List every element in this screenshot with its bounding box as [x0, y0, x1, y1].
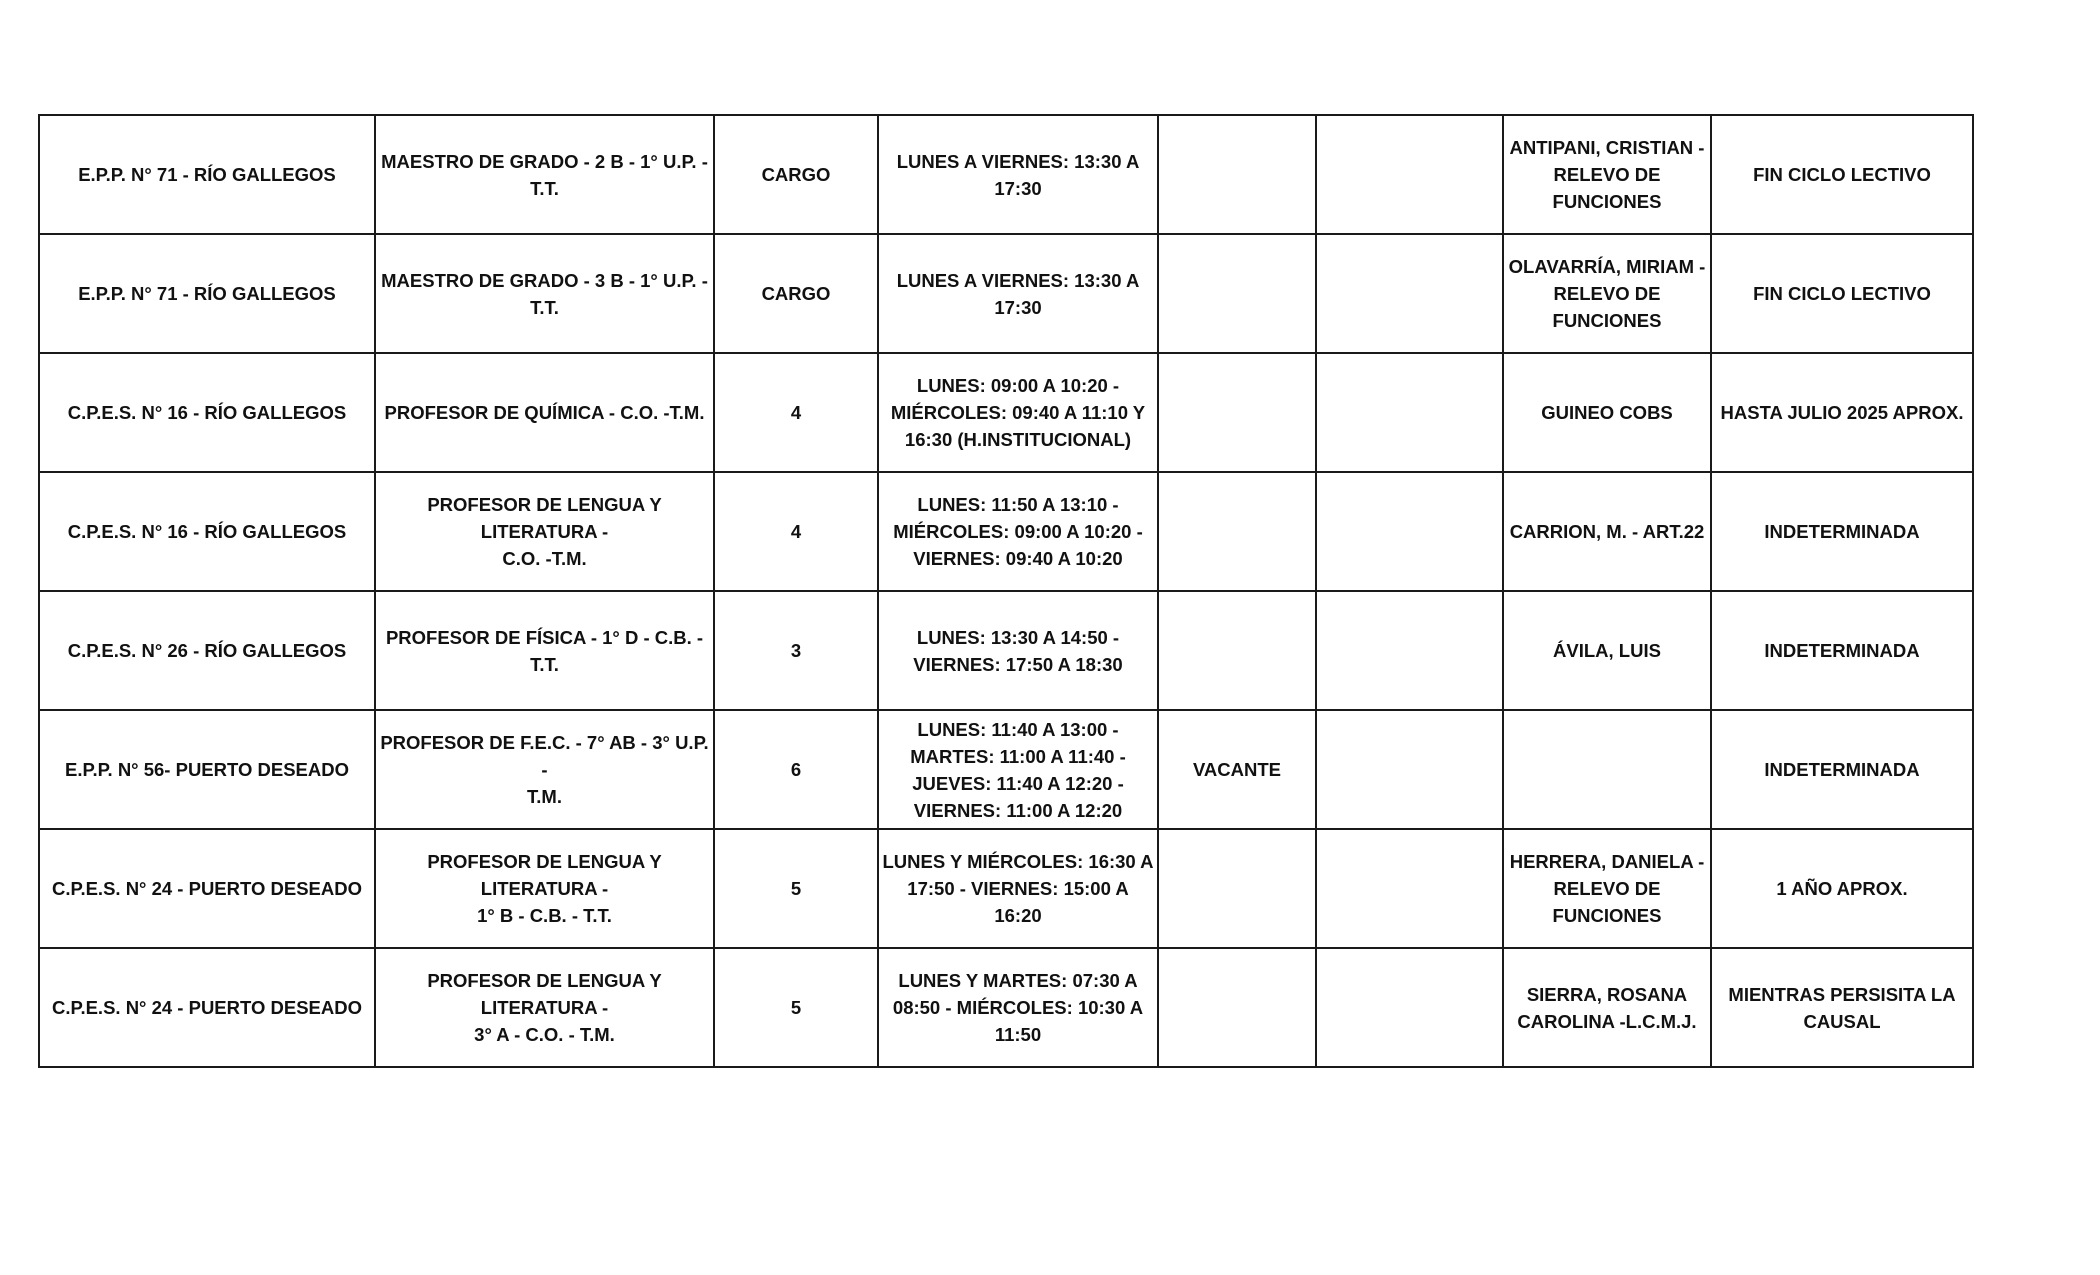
- extra-cell: [1316, 948, 1503, 1067]
- hours-cell: 3: [714, 591, 878, 710]
- school-cell: C.P.E.S. N° 24 - PUERTO DESEADO: [39, 948, 375, 1067]
- school-cell: C.P.E.S. N° 16 - RÍO GALLEGOS: [39, 472, 375, 591]
- status-cell: [1158, 472, 1316, 591]
- school-cell: E.P.P. N° 71 - RÍO GALLEGOS: [39, 234, 375, 353]
- status-cell: [1158, 115, 1316, 234]
- extra-cell: [1316, 829, 1503, 948]
- hours-cell: 4: [714, 472, 878, 591]
- position-cell: PROFESOR DE LENGUA Y LITERATURA - 3° A - C.O. - T.M.: [375, 948, 714, 1067]
- table-body: [39, 115, 1973, 1067]
- table-row: [39, 472, 1973, 591]
- extra-cell: [1316, 234, 1503, 353]
- hours-cell: 6: [714, 710, 878, 829]
- status-cell: [1158, 234, 1316, 353]
- schedule-cell: LUNES Y MIÉRCOLES: 16:30 A 17:50 - VIERNES: 15:00 A 16:20: [878, 829, 1158, 948]
- duration-cell: FIN CICLO LECTIVO: [1711, 234, 1973, 353]
- status-cell: [1158, 948, 1316, 1067]
- hours-cell: 4: [714, 353, 878, 472]
- school-cell: C.P.E.S. N° 26 - RÍO GALLEGOS: [39, 591, 375, 710]
- hours-cell: CARGO: [714, 234, 878, 353]
- schedule-cell: LUNES: 13:30 A 14:50 - VIERNES: 17:50 A 18:30: [878, 591, 1158, 710]
- status-cell: VACANTE: [1158, 710, 1316, 829]
- schedule-cell: LUNES Y MARTES: 07:30 A 08:50 - MIÉRCOLES: 10:30 A 11:50: [878, 948, 1158, 1067]
- holder-cell: GUINEO COBS: [1503, 353, 1711, 472]
- table-row: [39, 353, 1973, 472]
- holder-cell: ÁVILA, LUIS: [1503, 591, 1711, 710]
- hours-cell: 5: [714, 948, 878, 1067]
- school-cell: C.P.E.S. N° 24 - PUERTO DESEADO: [39, 829, 375, 948]
- duration-cell: HASTA JULIO 2025 APROX.: [1711, 353, 1973, 472]
- vacancy-table: [38, 114, 1974, 1068]
- position-cell: PROFESOR DE F.E.C. - 7° AB - 3° U.P. - T.M.: [375, 710, 714, 829]
- schedule-cell: LUNES: 11:50 A 13:10 - MIÉRCOLES: 09:00 A 10:20 - VIERNES: 09:40 A 10:20: [878, 472, 1158, 591]
- schedule-cell: LUNES: 09:00 A 10:20 - MIÉRCOLES: 09:40 A 11:10 Y 16:30 (H.INSTITUCIONAL): [878, 353, 1158, 472]
- school-cell: E.P.P. N° 56- PUERTO DESEADO: [39, 710, 375, 829]
- position-cell: MAESTRO DE GRADO - 2 B - 1° U.P. - T.T.: [375, 115, 714, 234]
- duration-cell: FIN CICLO LECTIVO: [1711, 115, 1973, 234]
- table-row: [39, 234, 1973, 353]
- extra-cell: [1316, 353, 1503, 472]
- position-cell: PROFESOR DE FÍSICA - 1° D - C.B. - T.T.: [375, 591, 714, 710]
- holder-cell: [1503, 710, 1711, 829]
- hours-cell: 5: [714, 829, 878, 948]
- holder-cell: HERRERA, DANIELA - RELEVO DE FUNCIONES: [1503, 829, 1711, 948]
- duration-cell: 1 AÑO APROX.: [1711, 829, 1973, 948]
- duration-cell: INDETERMINADA: [1711, 591, 1973, 710]
- position-cell: PROFESOR DE LENGUA Y LITERATURA - C.O. -T.M.: [375, 472, 714, 591]
- extra-cell: [1316, 591, 1503, 710]
- holder-cell: SIERRA, ROSANA CAROLINA -L.C.M.J.: [1503, 948, 1711, 1067]
- duration-cell: INDETERMINADA: [1711, 472, 1973, 591]
- status-cell: [1158, 591, 1316, 710]
- position-cell: PROFESOR DE LENGUA Y LITERATURA - 1° B - C.B. - T.T.: [375, 829, 714, 948]
- status-cell: [1158, 829, 1316, 948]
- school-cell: E.P.P. N° 71 - RÍO GALLEGOS: [39, 115, 375, 234]
- table-row: [39, 829, 1973, 948]
- duration-cell: MIENTRAS PERSISITA LA CAUSAL: [1711, 948, 1973, 1067]
- schedule-cell: LUNES A VIERNES: 13:30 A 17:30: [878, 234, 1158, 353]
- extra-cell: [1316, 115, 1503, 234]
- table-row: [39, 710, 1973, 829]
- holder-cell: OLAVARRÍA, MIRIAM - RELEVO DE FUNCIONES: [1503, 234, 1711, 353]
- document-page: [38, 114, 1974, 1068]
- position-cell: MAESTRO DE GRADO - 3 B - 1° U.P. - T.T.: [375, 234, 714, 353]
- duration-cell: INDETERMINADA: [1711, 710, 1973, 829]
- holder-cell: ANTIPANI, CRISTIAN - RELEVO DE FUNCIONES: [1503, 115, 1711, 234]
- table-row: [39, 948, 1973, 1067]
- table-row: [39, 115, 1973, 234]
- holder-cell: CARRION, M. - ART.22: [1503, 472, 1711, 591]
- school-cell: C.P.E.S. N° 16 - RÍO GALLEGOS: [39, 353, 375, 472]
- position-cell: PROFESOR DE QUÍMICA - C.O. -T.M.: [375, 353, 714, 472]
- table-row: [39, 591, 1973, 710]
- schedule-cell: LUNES A VIERNES: 13:30 A 17:30: [878, 115, 1158, 234]
- extra-cell: [1316, 472, 1503, 591]
- hours-cell: CARGO: [714, 115, 878, 234]
- extra-cell: [1316, 710, 1503, 829]
- status-cell: [1158, 353, 1316, 472]
- schedule-cell: LUNES: 11:40 A 13:00 - MARTES: 11:00 A 11:40 - JUEVES: 11:40 A 12:20 - VIERNES: 11:00 A 12:20: [878, 710, 1158, 829]
